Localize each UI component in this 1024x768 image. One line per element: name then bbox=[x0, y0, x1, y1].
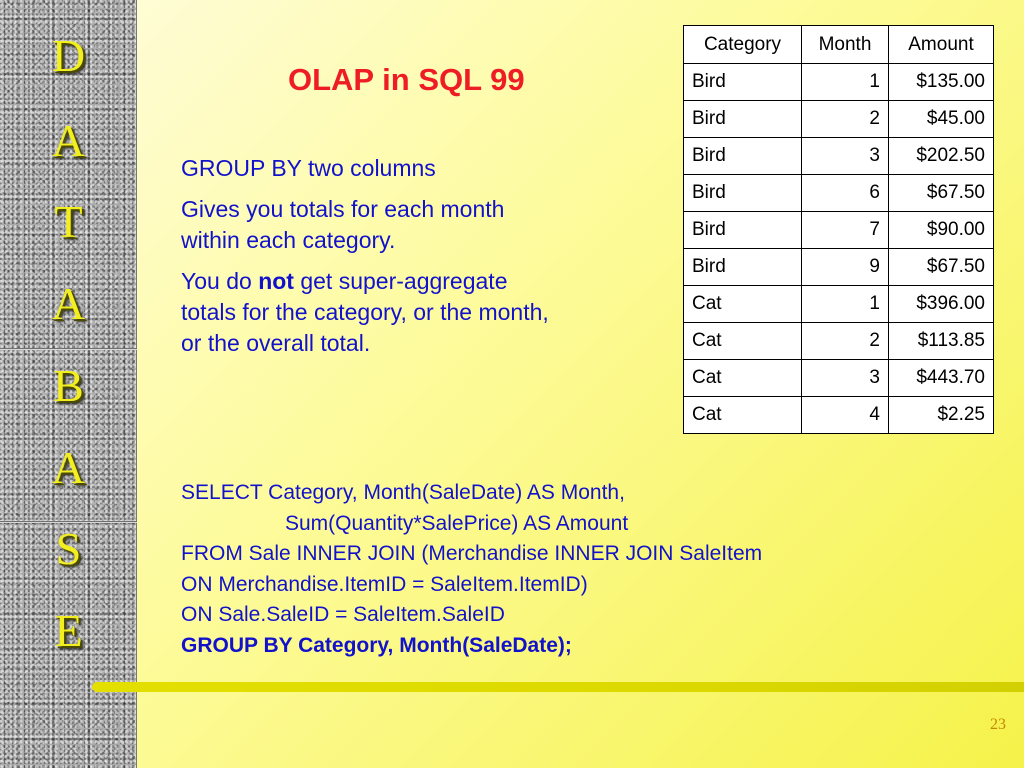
table-cell: $443.70 bbox=[889, 360, 994, 397]
table-cell: Cat bbox=[684, 323, 802, 360]
table-cell: $396.00 bbox=[889, 286, 994, 323]
column-header: Amount bbox=[889, 26, 994, 64]
body-paragraph: GROUP BY two columns bbox=[181, 155, 436, 181]
table-cell: $113.85 bbox=[889, 323, 994, 360]
table-cell: 1 bbox=[802, 64, 889, 101]
sql-line: Sum(Quantity*SalePrice) AS Amount bbox=[285, 511, 629, 535]
table-cell: Bird bbox=[684, 249, 802, 286]
table-cell: 9 bbox=[802, 249, 889, 286]
table-row bbox=[684, 101, 994, 138]
sidebar-letter: A bbox=[51, 278, 86, 329]
table-cell: 2 bbox=[802, 323, 889, 360]
decorative-rule bbox=[92, 682, 1024, 692]
sidebar-letter: A bbox=[51, 442, 86, 493]
table-row bbox=[684, 323, 994, 360]
column-header: Category bbox=[684, 26, 802, 64]
sql-line: SELECT Category, Month(SaleDate) AS Month, bbox=[181, 481, 625, 504]
sql-line: GROUP BY Category, Month(SaleDate); bbox=[181, 633, 572, 657]
table-cell: $67.50 bbox=[889, 175, 994, 212]
table-row bbox=[684, 397, 994, 434]
table-row bbox=[684, 286, 994, 323]
column-header: Month bbox=[802, 26, 889, 64]
table-cell: $135.00 bbox=[889, 64, 994, 101]
body-text-span: get super-aggregate totals for the category, or the month, or the overall total. bbox=[181, 268, 549, 356]
table-cell: 3 bbox=[802, 138, 889, 175]
table-cell: 3 bbox=[802, 360, 889, 397]
sidebar-divider bbox=[0, 348, 137, 350]
table-cell: $45.00 bbox=[889, 101, 994, 138]
table-row bbox=[684, 249, 994, 286]
table-cell: Bird bbox=[684, 64, 802, 101]
slide-title: OLAP in SQL 99 bbox=[288, 62, 525, 97]
sidebar-letter: T bbox=[54, 196, 83, 247]
sidebar-letter: D bbox=[51, 30, 86, 81]
table-row bbox=[684, 360, 994, 397]
body-paragraph: Gives you totals for each month within each category. bbox=[181, 196, 505, 253]
table-row bbox=[684, 175, 994, 212]
table-cell: $2.25 bbox=[889, 397, 994, 434]
results-table bbox=[683, 25, 994, 434]
table-cell: $202.50 bbox=[889, 138, 994, 175]
sql-line: ON Merchandise.ItemID = SaleItem.ItemID) bbox=[181, 572, 588, 596]
table-cell: Cat bbox=[684, 360, 802, 397]
sidebar-letter: S bbox=[55, 523, 82, 574]
page-number: 23 bbox=[990, 716, 1006, 733]
table-cell: Cat bbox=[684, 286, 802, 323]
sql-code-block bbox=[181, 478, 941, 661]
table-cell: $90.00 bbox=[889, 212, 994, 249]
table-cell: Bird bbox=[684, 212, 802, 249]
sidebar-letter: A bbox=[51, 115, 86, 166]
table-cell: Cat bbox=[684, 397, 802, 434]
table-cell: $67.50 bbox=[889, 249, 994, 286]
table-cell: 6 bbox=[802, 175, 889, 212]
sql-line: FROM Sale INNER JOIN (Merchandise INNER JOIN SaleItem bbox=[181, 542, 763, 565]
table-cell: Bird bbox=[684, 101, 802, 138]
emphasis-text: not bbox=[258, 268, 294, 294]
slide-body bbox=[181, 153, 561, 369]
body-paragraph bbox=[181, 266, 561, 359]
table-cell: 2 bbox=[802, 101, 889, 138]
table-row bbox=[684, 212, 994, 249]
table-row bbox=[684, 64, 994, 101]
table-cell: 4 bbox=[802, 397, 889, 434]
table-row bbox=[684, 138, 994, 175]
sidebar-panel bbox=[0, 0, 137, 768]
table-cell: 7 bbox=[802, 212, 889, 249]
table-header-row bbox=[684, 26, 994, 64]
table-cell: 1 bbox=[802, 286, 889, 323]
sidebar-letter: E bbox=[54, 605, 83, 656]
body-text-span: You do bbox=[181, 268, 259, 294]
table-cell: Bird bbox=[684, 138, 802, 175]
sql-line: ON Sale.SaleID = SaleItem.SaleID bbox=[181, 603, 505, 626]
sidebar-letter: B bbox=[53, 360, 84, 411]
table-cell: Bird bbox=[684, 175, 802, 212]
